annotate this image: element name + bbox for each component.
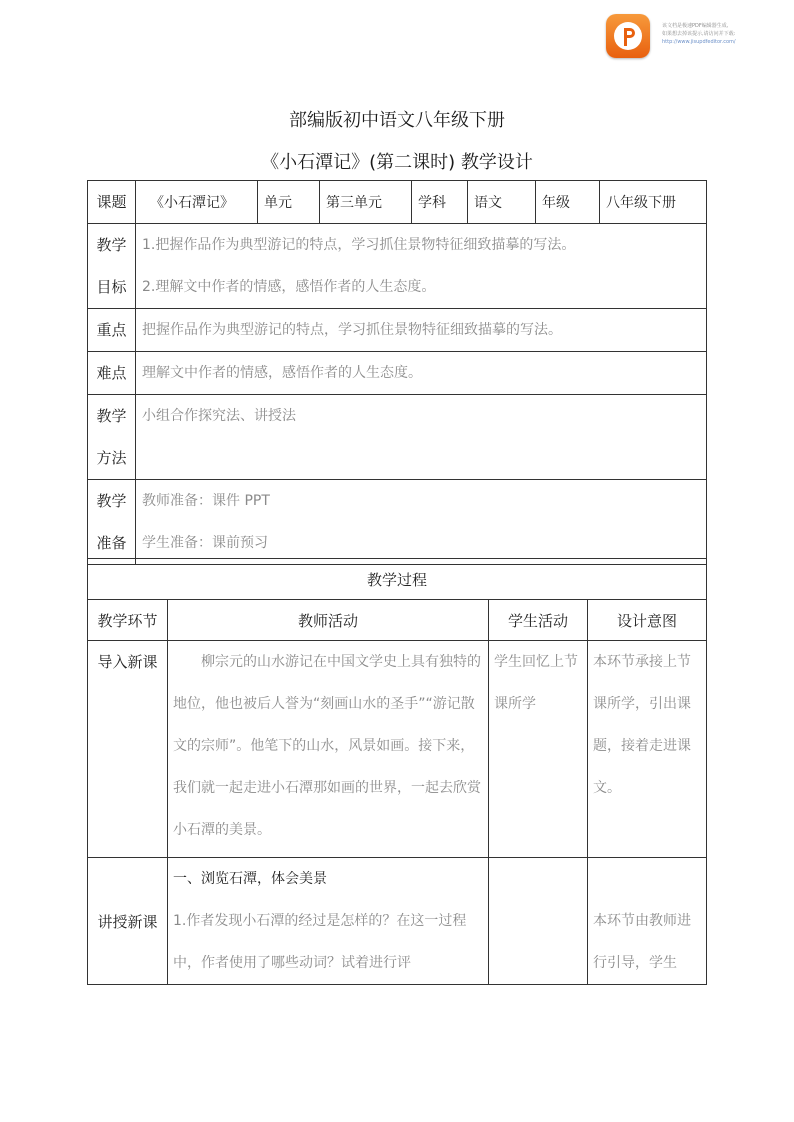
- grade-value: 八年级下册: [600, 181, 707, 224]
- column-header-student: 学生活动: [489, 600, 588, 641]
- goals-content: [136, 224, 707, 309]
- teacher-activity-question: 1.作者发现小石潭的经过是怎样的？在这一过程中，作者使用了哪些动词？试着进行评: [173, 913, 467, 971]
- watermark-line1: 该文档是极速PDF编辑器生成,: [662, 23, 729, 29]
- process-section-title: 教学过程: [88, 559, 707, 600]
- prep-content: [136, 480, 707, 565]
- goals-label-b: 目标: [96, 278, 127, 296]
- teacher-activity-intro: [168, 641, 489, 858]
- watermark-note: [662, 22, 792, 46]
- unit-label: 单元: [258, 181, 320, 224]
- column-header-teacher: 教师活动: [168, 600, 489, 641]
- teaching-process-table: [87, 558, 707, 985]
- unit-value: 第三单元: [320, 181, 412, 224]
- design-intent-intro: 本环节承接上节课所学，引出课题，接着走进课文。: [588, 641, 707, 858]
- column-header-stage: 教学环节: [88, 600, 168, 641]
- goals-label: [88, 224, 136, 309]
- teacher-activity-heading: 一、浏览石潭，体会美景: [173, 871, 327, 887]
- prep-teacher: 教师准备：课件 PPT: [142, 493, 270, 509]
- method-value: 小组合作探究法、讲授法: [136, 395, 707, 480]
- key-point-label: 重点: [88, 309, 136, 352]
- method-label-b: 方法: [96, 449, 127, 467]
- key-point-value: 把握作品作为典型游记的特点，学习抓住景物特征细致描摹的写法。: [136, 309, 707, 352]
- watermark-line2: 如果想去掉该提示,请访问并下载:: [662, 31, 736, 37]
- goals-label-a: 教学: [96, 236, 127, 254]
- goal-item: 2.理解文中作者的情感，感悟作者的人生态度。: [142, 279, 436, 295]
- course-value: 《小石潭记》: [136, 181, 258, 224]
- teacher-activity-new: [168, 858, 489, 985]
- document-subtitle: 《小石潭记》(第二课时) 教学设计: [261, 152, 533, 173]
- column-header-intent: 设计意图: [588, 600, 707, 641]
- document-title: 部编版初中语文八年级下册: [289, 110, 505, 131]
- goal-item: 1.把握作品作为典型游记的特点，学习抓住景物特征细致描摹的写法。: [142, 237, 576, 253]
- teacher-activity-text: 柳宗元的山水游记在中国文学史上具有独特的地位，他也被后人誉为“刻画山水的圣手”“游记散文的宗师”。他笔下的山水，风景如画。接下来，我们就一起走进小石潭那如画的世界，一起去欣赏小石潭的美景。: [173, 654, 481, 838]
- prep-label-a: 教学: [96, 492, 127, 510]
- prep-label: [88, 480, 136, 565]
- method-label-a: 教学: [96, 407, 127, 425]
- difficulty-value: 理解文中作者的情感，感悟作者的人生态度。: [136, 352, 707, 395]
- design-intent-new: 本环节由教师进行引导，学生: [588, 858, 707, 985]
- watermark-link[interactable]: http://www.jisupdfeditor.com/: [662, 39, 736, 45]
- subject-value: 语文: [468, 181, 536, 224]
- method-label: [88, 395, 136, 480]
- prep-student: 学生准备：课前预习: [142, 535, 268, 551]
- subject-label: 学科: [412, 181, 468, 224]
- stage-intro: 导入新课: [88, 641, 168, 858]
- difficulty-label: 难点: [88, 352, 136, 395]
- grade-label: 年级: [536, 181, 600, 224]
- course-label: 课题: [88, 181, 136, 224]
- student-activity-intro: 学生回忆上节课所学: [489, 641, 588, 858]
- student-activity-new: [489, 858, 588, 985]
- stage-new-lesson: 讲授新课: [88, 858, 168, 985]
- prep-label-b: 准备: [96, 534, 127, 552]
- lesson-info-table: [87, 180, 707, 565]
- pdf-editor-logo-icon: [606, 14, 650, 58]
